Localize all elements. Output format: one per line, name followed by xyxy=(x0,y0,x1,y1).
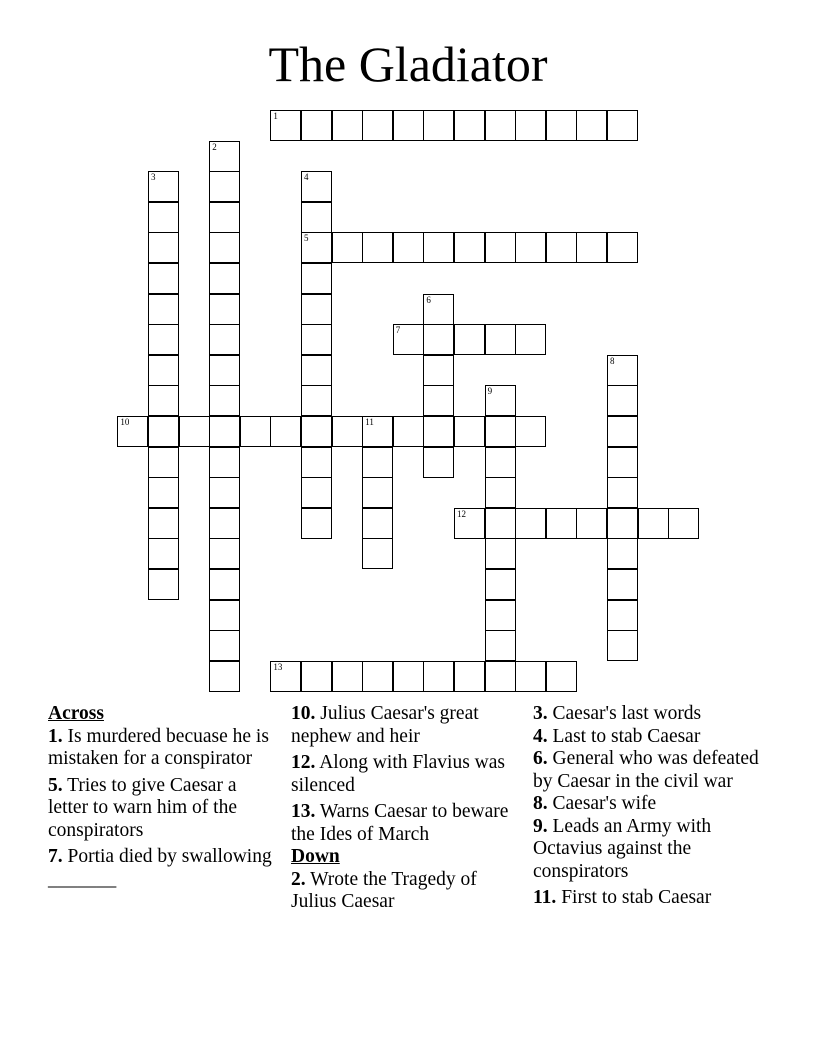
grid-cell[interactable] xyxy=(607,538,638,569)
grid-cell[interactable] xyxy=(485,416,516,447)
grid-cell[interactable] xyxy=(209,232,240,263)
grid-cell[interactable] xyxy=(607,569,638,600)
grid-cell[interactable] xyxy=(301,232,332,263)
grid-cell[interactable] xyxy=(148,324,179,355)
grid-cell[interactable] xyxy=(546,232,577,263)
grid-cell[interactable] xyxy=(362,232,393,263)
grid-cell[interactable] xyxy=(423,294,454,325)
grid-cell[interactable] xyxy=(454,508,485,539)
grid-cell[interactable] xyxy=(362,477,393,508)
grid-cell[interactable] xyxy=(301,355,332,386)
grid-cell[interactable] xyxy=(607,110,638,141)
clue-text: Caesar's wife xyxy=(552,793,657,814)
grid-cell[interactable] xyxy=(209,263,240,294)
grid-cell[interactable] xyxy=(607,630,638,661)
clue-across-7 xyxy=(48,846,278,891)
grid-cell[interactable] xyxy=(148,508,179,539)
clue-across-10 xyxy=(291,703,521,748)
grid-cell[interactable] xyxy=(515,508,546,539)
clue-text: Tries to give Caesar a letter to warn him of the conspirators xyxy=(48,774,237,841)
grid-cell[interactable] xyxy=(393,661,424,692)
cell-number: 1 xyxy=(273,111,278,121)
clue-number: 2. xyxy=(291,868,306,890)
grid-cell[interactable] xyxy=(270,110,301,141)
grid-cell[interactable] xyxy=(148,447,179,478)
clue-text: Last to stab Caesar xyxy=(552,725,701,747)
grid-cell[interactable] xyxy=(607,600,638,631)
down-heading: Down xyxy=(291,846,340,867)
grid-cell[interactable] xyxy=(607,447,638,478)
grid-cell[interactable] xyxy=(209,171,240,202)
grid-cell[interactable] xyxy=(668,508,699,539)
grid-cell[interactable] xyxy=(485,538,516,569)
cell-number: 13 xyxy=(273,661,283,672)
grid-cell[interactable] xyxy=(332,110,363,141)
grid-cell[interactable] xyxy=(209,477,240,508)
grid-cell[interactable] xyxy=(148,355,179,386)
clue-column-1 xyxy=(48,703,278,895)
grid-cell[interactable] xyxy=(148,294,179,325)
grid-cell[interactable] xyxy=(485,661,516,692)
cell-number: 10 xyxy=(120,417,130,427)
grid-cell[interactable] xyxy=(454,324,485,355)
grid-cell[interactable] xyxy=(515,661,546,692)
clue-number: 7. xyxy=(48,846,63,867)
grid-cell[interactable] xyxy=(148,569,179,600)
grid-cell[interactable] xyxy=(209,202,240,233)
grid-cell[interactable] xyxy=(393,110,424,141)
grid-cell[interactable] xyxy=(332,661,363,692)
clue-number: 13. xyxy=(291,801,316,822)
grid-cell[interactable] xyxy=(301,385,332,416)
grid-cell[interactable] xyxy=(240,416,271,447)
grid-cell[interactable] xyxy=(362,538,393,569)
clue-across-1 xyxy=(48,726,278,771)
clue-number: 10. xyxy=(291,703,316,724)
cell-number: 5 xyxy=(304,233,309,244)
clue-number: 1. xyxy=(48,725,63,747)
clue-number: 4. xyxy=(533,725,548,747)
cell-number: 12 xyxy=(457,508,466,519)
grid-cell[interactable] xyxy=(393,416,424,447)
grid-cell[interactable] xyxy=(515,232,546,263)
cell-number: 6 xyxy=(426,294,431,305)
grid-cell[interactable] xyxy=(179,416,210,447)
clue-down-4 xyxy=(533,726,783,749)
grid-cell[interactable] xyxy=(362,447,393,478)
clue-down-3 xyxy=(533,703,783,726)
grid-cell[interactable] xyxy=(148,171,179,202)
grid-cell[interactable] xyxy=(454,110,485,141)
grid-cell[interactable] xyxy=(209,141,240,172)
grid-cell[interactable] xyxy=(301,508,332,539)
grid-cell[interactable] xyxy=(148,538,179,569)
clue-number: 8. xyxy=(533,793,548,814)
grid-cell[interactable] xyxy=(638,508,669,539)
grid-cell[interactable] xyxy=(301,324,332,355)
grid-cell[interactable] xyxy=(485,600,516,631)
grid-cell[interactable] xyxy=(485,110,516,141)
cell-number: 9 xyxy=(487,386,493,397)
grid-cell[interactable] xyxy=(423,110,454,141)
grid-cell[interactable] xyxy=(301,477,332,508)
cell-number: 7 xyxy=(395,325,401,336)
clue-text: General who was defeated by Caesar in the civil war xyxy=(533,748,759,792)
clue-text: Warns Caesar to beware the Ides of March xyxy=(291,801,509,845)
clue-across-5 xyxy=(48,775,278,843)
grid-cell[interactable] xyxy=(301,202,332,233)
grid-cell[interactable] xyxy=(332,232,363,263)
grid-cell[interactable] xyxy=(454,661,485,692)
grid-cell[interactable] xyxy=(423,447,454,478)
clue-down-11 xyxy=(533,887,783,910)
clue-number: 6. xyxy=(533,748,548,769)
grid-cell[interactable] xyxy=(485,630,516,661)
clue-down-8 xyxy=(533,793,783,816)
grid-cell[interactable] xyxy=(423,355,454,386)
grid-cell[interactable] xyxy=(209,447,240,478)
clue-number: 11. xyxy=(533,887,557,908)
grid-cell[interactable] xyxy=(332,416,363,447)
clue-number: 3. xyxy=(533,703,548,724)
grid-cell[interactable] xyxy=(301,294,332,325)
grid-cell[interactable] xyxy=(607,232,638,263)
grid-cell[interactable] xyxy=(209,538,240,569)
grid-cell[interactable] xyxy=(607,508,638,539)
clue-number: 5. xyxy=(48,774,63,796)
grid-cell[interactable] xyxy=(546,508,577,539)
puzzle-title: The Gladiator xyxy=(268,36,548,92)
clue-down-9 xyxy=(533,816,783,884)
grid-cell[interactable] xyxy=(607,385,638,416)
grid-cell[interactable] xyxy=(301,416,332,447)
clue-text: First to stab Caesar xyxy=(561,887,712,908)
grid-cell[interactable] xyxy=(576,110,607,141)
grid-cell[interactable] xyxy=(362,110,393,141)
grid-cell[interactable] xyxy=(454,232,485,263)
grid-cell[interactable] xyxy=(607,477,638,508)
clue-text: Julius Caesar's great nephew and heir xyxy=(291,703,479,747)
grid-cell[interactable] xyxy=(209,569,240,600)
grid-cell[interactable] xyxy=(485,477,516,508)
grid-cell[interactable] xyxy=(485,508,516,539)
grid-cell[interactable] xyxy=(607,355,638,386)
grid-cell[interactable] xyxy=(209,630,240,661)
grid-cell[interactable] xyxy=(362,661,393,692)
grid-cell[interactable] xyxy=(393,324,424,355)
grid-cell[interactable] xyxy=(301,661,332,692)
grid-cell[interactable] xyxy=(148,232,179,263)
grid-cell[interactable] xyxy=(209,600,240,631)
grid-cell[interactable] xyxy=(301,171,332,202)
grid-cell[interactable] xyxy=(576,508,607,539)
grid-cell[interactable] xyxy=(148,263,179,294)
grid-cell[interactable] xyxy=(607,416,638,447)
grid-cell[interactable] xyxy=(270,416,301,447)
clue-text: Along with Flavius was silenced xyxy=(291,752,505,796)
grid-cell[interactable] xyxy=(148,202,179,233)
grid-cell[interactable] xyxy=(485,447,516,478)
grid-cell[interactable] xyxy=(515,110,546,141)
grid-cell[interactable] xyxy=(148,477,179,508)
grid-cell[interactable] xyxy=(148,385,179,416)
grid-cell[interactable] xyxy=(362,416,393,447)
grid-cell[interactable] xyxy=(117,416,148,447)
grid-cell[interactable] xyxy=(423,661,454,692)
across-heading: Across xyxy=(48,703,104,724)
grid-cell[interactable] xyxy=(301,110,332,141)
grid-cell[interactable] xyxy=(148,416,179,447)
grid-cell[interactable] xyxy=(423,232,454,263)
clue-down-6 xyxy=(533,748,783,793)
clue-across-13 xyxy=(291,801,521,846)
clue-text: Caesar's last words xyxy=(552,703,702,724)
clue-text: Is murdered becuase he is mistaken for a conspirator xyxy=(48,725,269,769)
grid-cell[interactable] xyxy=(485,324,516,355)
grid-cell[interactable] xyxy=(485,569,516,600)
clue-text: Leads an Army with Octavius against the conspirators xyxy=(533,815,712,882)
grid-cell[interactable] xyxy=(270,661,301,692)
grid-cell[interactable] xyxy=(546,110,577,141)
grid-cell[interactable] xyxy=(209,416,240,447)
clue-number: 12. xyxy=(291,752,316,773)
grid-cell[interactable] xyxy=(209,508,240,539)
grid-cell[interactable] xyxy=(423,385,454,416)
grid-cell[interactable] xyxy=(546,661,577,692)
clue-down-2 xyxy=(291,869,521,914)
grid-cell[interactable] xyxy=(576,232,607,263)
grid-cell[interactable] xyxy=(423,324,454,355)
grid-cell[interactable] xyxy=(485,232,516,263)
cell-number: 11 xyxy=(365,417,374,427)
cell-number: 3 xyxy=(151,172,156,183)
grid-cell[interactable] xyxy=(301,263,332,294)
grid-cell[interactable] xyxy=(209,324,240,355)
grid-cell[interactable] xyxy=(515,324,546,355)
grid-cell[interactable] xyxy=(301,447,332,478)
grid-cell[interactable] xyxy=(362,508,393,539)
grid-cell[interactable] xyxy=(393,232,424,263)
grid-cell[interactable] xyxy=(485,385,516,416)
cell-number: 4 xyxy=(304,172,309,183)
grid-cell[interactable] xyxy=(454,416,485,447)
cell-number: 2 xyxy=(212,141,217,152)
clue-column-2 xyxy=(291,703,521,918)
grid-cell[interactable] xyxy=(209,661,240,692)
grid-cell[interactable] xyxy=(209,385,240,416)
clue-text: Portia died by swallowing _______ xyxy=(48,846,272,890)
clue-column-3 xyxy=(533,703,783,914)
clue-text: Wrote the Tragedy of Julius Caesar xyxy=(291,868,477,912)
grid-cell[interactable] xyxy=(515,416,546,447)
clue-across-12 xyxy=(291,752,521,797)
cell-number: 8 xyxy=(610,355,615,366)
grid-cell[interactable] xyxy=(209,294,240,325)
grid-cell[interactable] xyxy=(423,416,454,447)
clue-number: 9. xyxy=(533,815,548,837)
grid-cell[interactable] xyxy=(209,355,240,386)
